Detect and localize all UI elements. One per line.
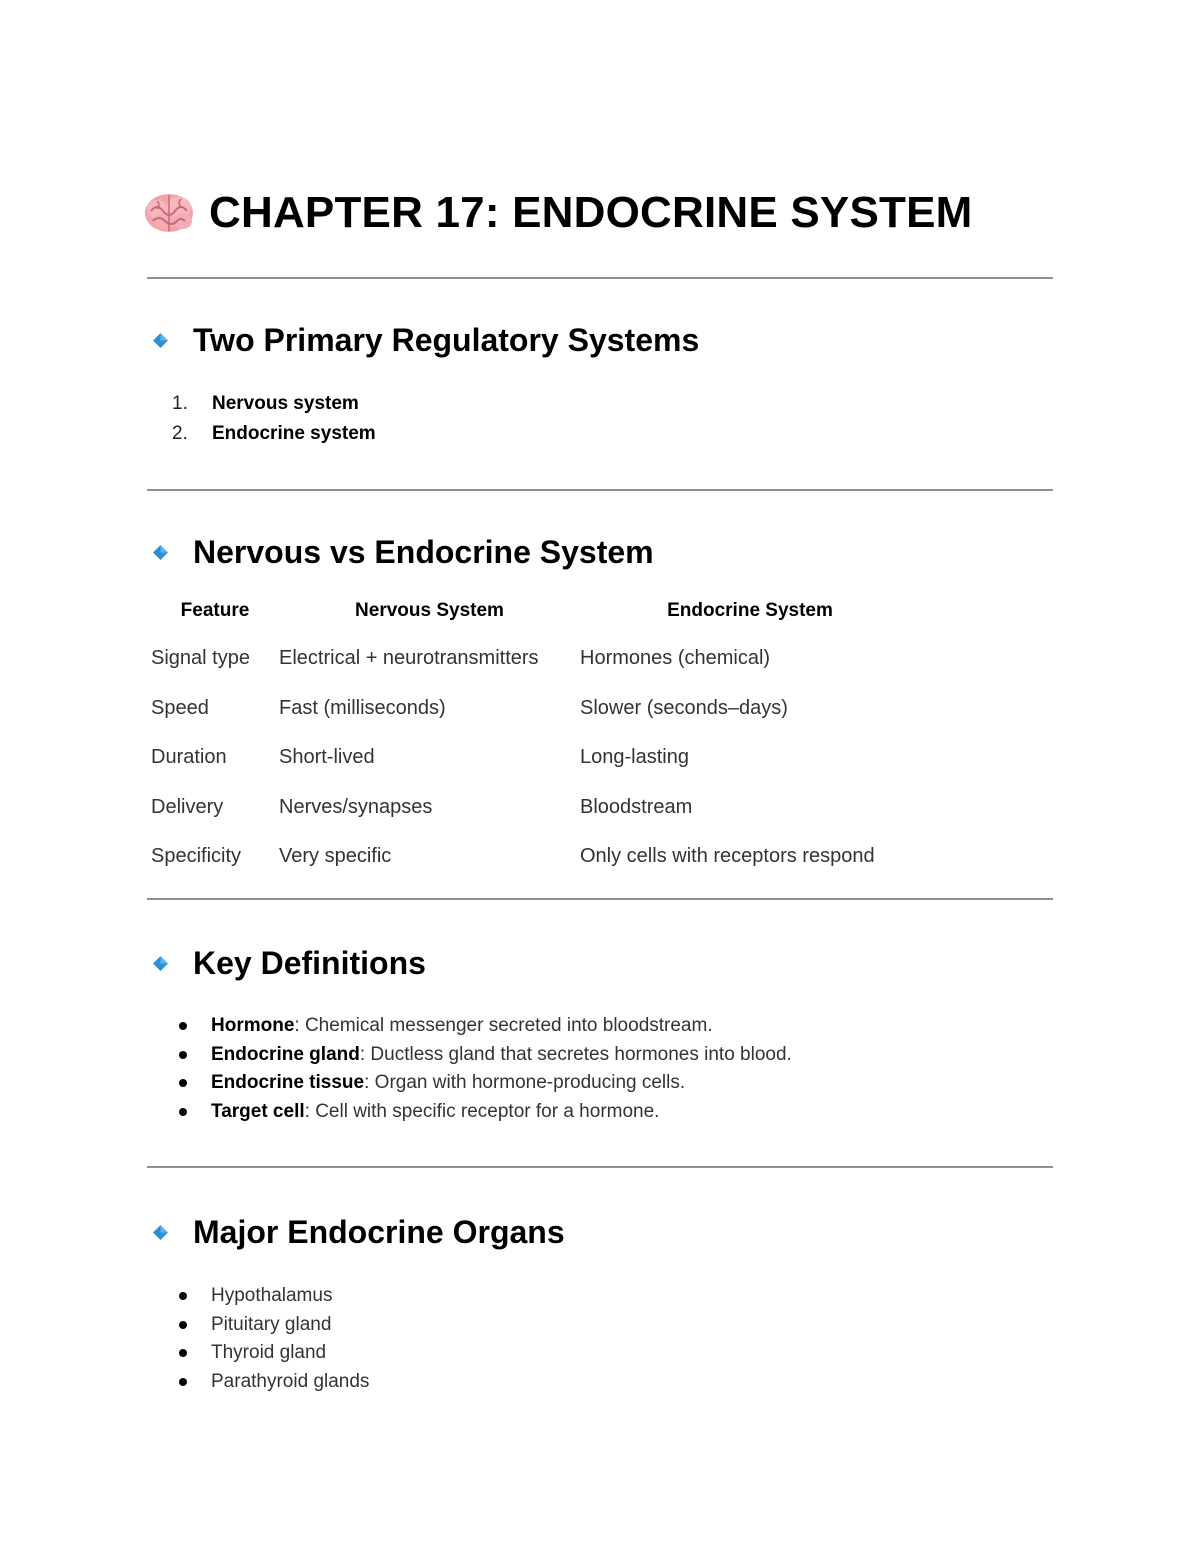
section-title: Key Definitions — [193, 945, 426, 981]
organs-list — [176, 1282, 369, 1396]
definition-term: Endocrine gland — [211, 1043, 360, 1065]
section-heading-regulatory — [152, 322, 699, 359]
blue-diamond-icon — [152, 955, 169, 972]
bullet-icon — [179, 1079, 187, 1087]
table-cell: Short-lived — [279, 746, 375, 769]
list-item — [176, 1311, 369, 1340]
organ-name: Pituitary gland — [211, 1313, 332, 1335]
title-row — [143, 188, 972, 238]
divider — [147, 489, 1053, 491]
list-item — [176, 1069, 792, 1098]
section-title: Two Primary Regulatory Systems — [193, 322, 700, 358]
divider — [147, 1166, 1053, 1168]
table-cell: Nerves/synapses — [279, 795, 433, 818]
list-number: 1. — [172, 393, 188, 414]
table-cell: Duration — [151, 746, 227, 769]
blue-diamond-icon — [152, 332, 169, 349]
definition-term: Hormone — [211, 1015, 295, 1036]
list-text: Endocrine system — [212, 423, 376, 444]
section-heading-comparison — [152, 534, 654, 571]
list-item — [176, 1368, 369, 1397]
list-item — [176, 1282, 369, 1311]
organ-name: Thyroid gland — [211, 1342, 327, 1363]
bullet-icon — [179, 1022, 187, 1030]
table-header: Nervous System — [355, 600, 504, 621]
table-row — [147, 832, 920, 882]
blue-diamond-icon — [152, 1224, 169, 1241]
comparison-table — [147, 588, 920, 882]
blue-diamond-icon — [152, 544, 169, 561]
definition-text: : Organ with hormone-producing cells. — [364, 1072, 686, 1093]
section-title: Nervous vs Endocrine System — [193, 534, 654, 570]
table-cell: Fast (milliseconds) — [279, 696, 446, 719]
table-cell: Long-lasting — [580, 746, 689, 769]
list-item — [172, 389, 376, 419]
list-item — [176, 1098, 792, 1127]
table-cell: Hormones (chemical) — [580, 647, 771, 670]
divider — [147, 898, 1053, 900]
table-cell: Signal type — [151, 647, 250, 670]
definition-term: Target cell — [211, 1100, 305, 1122]
bullet-icon — [179, 1321, 187, 1329]
page-title: CHAPTER 17: ENDOCRINE SYSTEM — [209, 188, 973, 237]
bullet-icon — [179, 1108, 187, 1116]
list-item — [176, 1041, 792, 1070]
list-number: 2. — [172, 423, 188, 444]
divider — [147, 277, 1053, 279]
definition-term: Endocrine tissue — [211, 1072, 365, 1093]
table-cell: Delivery — [151, 795, 224, 818]
table-cell: Slower (seconds–days) — [580, 696, 788, 719]
brain-icon — [143, 191, 195, 235]
table-cell: Electrical + neurotransmitters — [279, 647, 539, 670]
definitions-list — [176, 1012, 792, 1126]
section-heading-organs — [152, 1214, 565, 1251]
table-cell: Specificity — [151, 845, 242, 868]
list-item — [172, 419, 376, 449]
table-cell: Only cells with receptors respond — [580, 845, 875, 868]
bullet-icon — [179, 1349, 187, 1357]
table-header: Endocrine System — [667, 600, 833, 621]
table-header-row — [147, 588, 920, 634]
definition-text: : Cell with specific receptor for a hormone. — [304, 1100, 660, 1122]
numbered-list — [172, 389, 376, 449]
list-item — [176, 1012, 792, 1041]
table-row — [147, 684, 920, 734]
section-title: Major Endocrine Organs — [193, 1214, 565, 1250]
section-heading-definitions — [152, 945, 426, 982]
table-row — [147, 634, 920, 684]
table-row — [147, 733, 920, 783]
table-cell: Speed — [151, 696, 209, 719]
definition-text: : Chemical messenger secreted into bloodstream. — [294, 1015, 713, 1036]
list-text: Nervous system — [212, 393, 359, 414]
table-header: Feature — [180, 600, 250, 621]
definition-text: : Ductless gland that secretes hormones into blood. — [359, 1043, 792, 1065]
table-row — [147, 783, 920, 833]
list-item — [176, 1339, 369, 1368]
bullet-icon — [179, 1378, 187, 1386]
bullet-icon — [179, 1292, 187, 1300]
table-cell: Bloodstream — [580, 795, 693, 818]
bullet-icon — [179, 1051, 187, 1059]
organ-name: Hypothalamus — [211, 1285, 333, 1306]
table-cell: Very specific — [279, 845, 392, 868]
organ-name: Parathyroid glands — [211, 1370, 370, 1392]
